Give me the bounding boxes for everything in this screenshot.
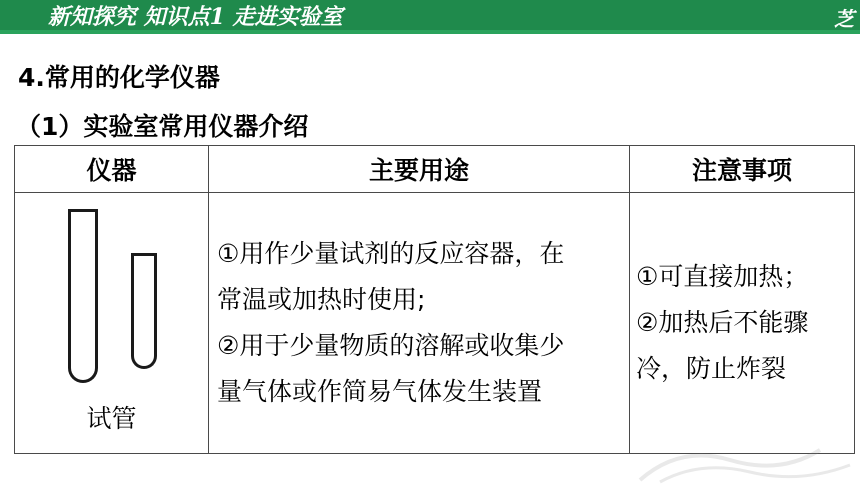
instrument-name: 试管 (86, 404, 137, 433)
section-title: 4.常用的化学仪器 (18, 63, 220, 92)
test-tube-small-icon (131, 253, 157, 369)
usage-line: 常温或加热时使用; (217, 285, 426, 314)
usage-line: ②用于少量物质的溶解或收集少 (217, 331, 565, 360)
header-corner-logo: 芝 (834, 7, 854, 31)
caution-line: ②加热后不能骤 (636, 308, 809, 337)
instrument-cell (15, 193, 209, 454)
caution-line: ①可直接加热； (636, 262, 809, 291)
header-usage: 主要用途 (209, 146, 630, 193)
usage-line: 量气体或作简易气体发生装置 (217, 377, 543, 406)
header-caution: 注意事项 (630, 146, 855, 193)
header-title: 新知探究 知识点1 走进实验室 (48, 4, 343, 30)
header-instrument: 仪器 (15, 146, 209, 193)
caution-cell (630, 193, 855, 454)
section-subtitle: （1）实验室常用仪器介绍 (16, 112, 309, 141)
table-header-row (15, 146, 855, 193)
header-bar (0, 0, 860, 34)
usage-line: ①用作少量试剂的反应容器，在 (217, 239, 565, 268)
instrument-table (14, 145, 855, 454)
table-row (15, 193, 855, 454)
watermark-logo (620, 440, 860, 484)
usage-cell (209, 193, 630, 454)
caution-line: 冷，防止炸裂 (636, 354, 787, 383)
test-tube-large-icon (68, 209, 98, 383)
